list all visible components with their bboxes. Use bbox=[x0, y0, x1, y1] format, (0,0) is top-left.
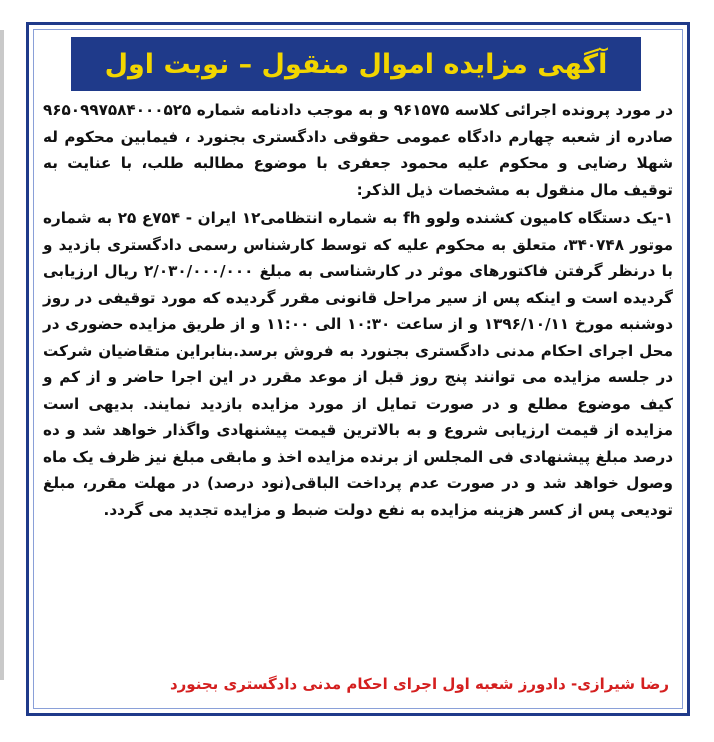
notice-title: آگهی مزایده اموال منقول – نوبت اول bbox=[104, 48, 608, 80]
notice-signature: رضا شیرازی- دادورز شعبه اول اجرای احکام مدنی دادگستری بجنورد bbox=[169, 675, 669, 693]
page-edge-divider bbox=[0, 30, 4, 680]
notice-body bbox=[43, 97, 673, 523]
notice-frame bbox=[26, 22, 690, 716]
notice-title-bar bbox=[71, 37, 641, 91]
notice-item-1-paragraph: ۱-یک دستگاه کامیون کشنده ولوو fh به شماره انتظامی۱۲ ایران - ۷۵۴ع ۲۵ به شماره موتور ۳۴۰۷۴۸، متعلق به محکوم علیه که توسط کارشناس رسمی دادگستری بازدید و با درنظر گرفتن فاکتورهای موثر در کارشناسی به مبلغ ۲/۰۳۰/۰۰۰/۰۰۰ ریال ارزیابی گردیده است و اینکه پس از سیر مراحل قانونی مقرر گردیده که مورد توقیفی در روز دوشنبه مورخ ۱۳۹۶/۱۰/۱۱ و از ساعت ۱۰:۳۰ الی ۱۱:۰۰ و از طریق مزایده حضوری در محل اجرای احکام مدنی دادگستری بجنورد به فروش برسد.بنابراین متقاضیان شرکت در جلسه مزایده می توانند پنج روز قبل از موعد مقرر در این اجرا حاضر و از کم و کیف موضوع مطلع و در صورت تمایل از مورد مزایده بازدید نمایند. بدیهی است مزایده از قیمت ارزیابی شروع و به بالاترین قیمت پیشنهادی واگذار خواهد شد و ده درصد مبلغ پیشنهادی فی المجلس از برنده مزایده اخذ و مابقی مبلغ نیز ظرف یک ماه وصول خواهد شد و در صورت عدم پرداخت الباقی(نود درصد) در مهلت مقرر، مبلغ تودیعی پس از کسر هزینه مزایده به نفع دولت ضبط و مزایده تجدید می گردد. bbox=[43, 209, 673, 519]
notice-intro-paragraph: در مورد پرونده اجرائی کلاسه ۹۶۱۵۷۵ و به موجب دادنامه شماره ۹۶۵۰۹۹۷۵۸۴۰۰۰۵۲۵ صادره از شعبه چهارم دادگاه عمومی حقوقی دادگستری بجنورد ، فیمابین محکوم له شهلا رضایی و محکوم علیه محمود جعفری با موضوع مطالبه طلب، با عنایت به توقیف مال منقول به مشخصات ذیل الذکر: bbox=[43, 101, 673, 199]
